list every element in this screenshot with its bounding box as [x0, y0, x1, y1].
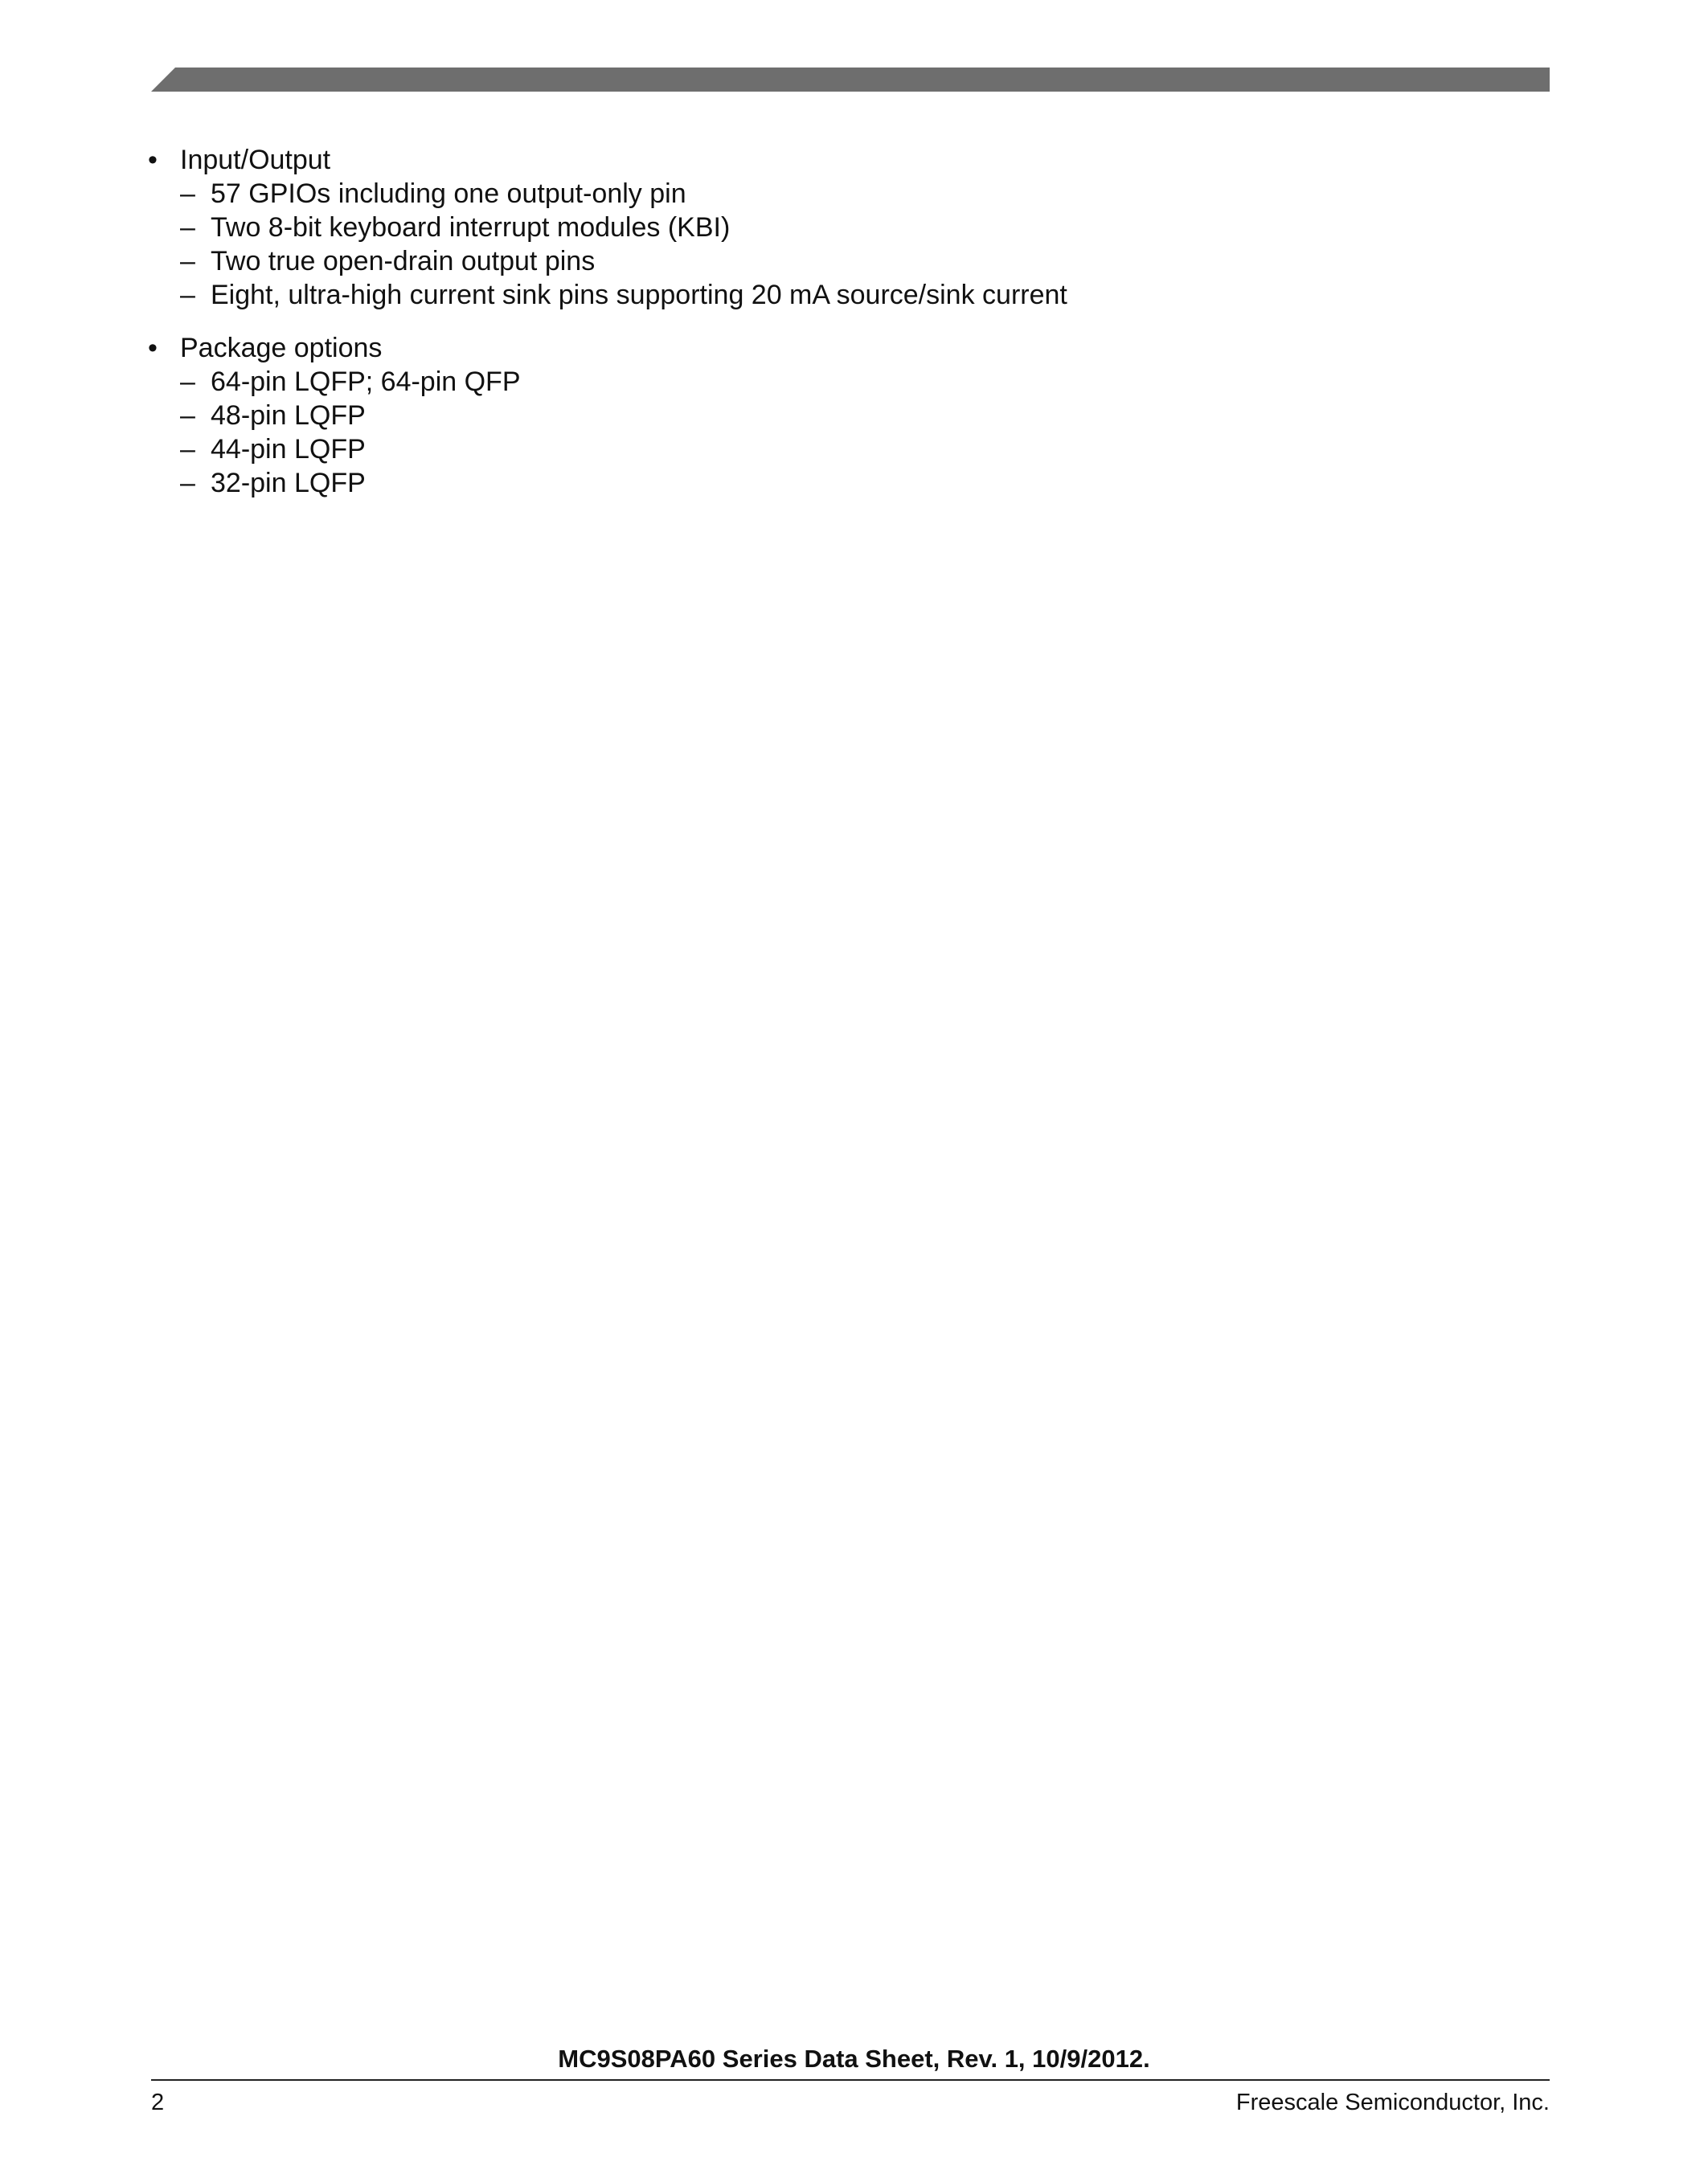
- sub-item: [145, 278, 1559, 312]
- bullet-icon: •: [148, 145, 158, 175]
- bullet-title: Input/Output: [180, 145, 331, 175]
- sub-item: [145, 365, 1559, 399]
- company-name: Freescale Semiconductor, Inc.: [1235, 2090, 1550, 2115]
- bullet-item: [145, 143, 1559, 177]
- sub-item-text: 64-pin LQFP; 64-pin QFP: [211, 366, 521, 397]
- bullet-icon: •: [148, 333, 158, 363]
- sub-item-text: Two true open-drain output pins: [211, 246, 596, 276]
- page-number: 2: [151, 2090, 165, 2115]
- sub-item-text: Eight, ultra-high current sink pins supporting 20 mA source/sink current: [211, 280, 1067, 310]
- sub-item-text: 48-pin LQFP: [211, 400, 366, 431]
- header-bar-shape: [151, 68, 1550, 92]
- sub-item: [145, 211, 1559, 244]
- sub-item-text: 57 GPIOs including one output-only pin: [211, 178, 686, 209]
- sub-item: [145, 244, 1559, 278]
- footer-divider: [151, 2079, 1550, 2081]
- sub-item-text: 32-pin LQFP: [211, 468, 366, 498]
- sub-item-text: 44-pin LQFP: [211, 434, 366, 465]
- dash-icon: –: [180, 366, 195, 397]
- feature-list: [145, 143, 1559, 519]
- sub-item: [145, 466, 1559, 500]
- dash-icon: –: [180, 434, 195, 465]
- sub-item: [145, 177, 1559, 211]
- dash-icon: –: [180, 212, 195, 243]
- dash-icon: –: [180, 400, 195, 431]
- bullet-item: [145, 331, 1559, 365]
- sub-item-text: Two 8-bit keyboard interrupt modules (KBI): [211, 212, 731, 243]
- bullet-title: Package options: [180, 333, 383, 363]
- section-package-options: [145, 331, 1559, 500]
- header-bar: [151, 68, 1550, 92]
- dash-icon: –: [180, 178, 195, 209]
- dash-icon: –: [180, 280, 195, 310]
- sub-item: [145, 432, 1559, 466]
- dash-icon: –: [180, 468, 195, 498]
- sub-item: [145, 399, 1559, 432]
- section-input-output: [145, 143, 1559, 312]
- footer-document-title: MC9S08PA60 Series Data Sheet, Rev. 1, 10/9/2012.: [558, 2045, 1150, 2073]
- dash-icon: –: [180, 246, 195, 276]
